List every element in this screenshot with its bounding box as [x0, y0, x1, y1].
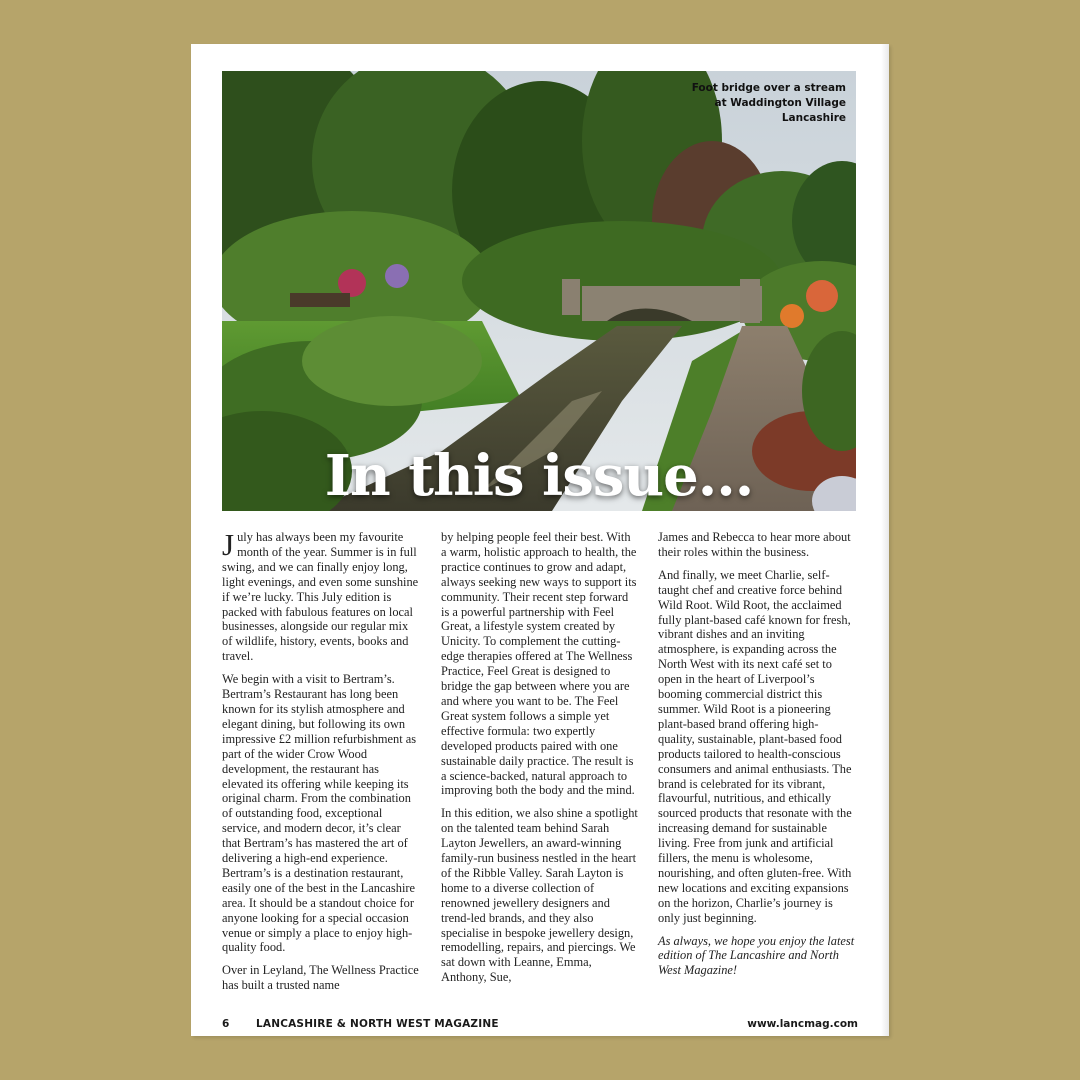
closing-paragraph: As always, we hope you enjoy the latest edition of The Lancashire and North West Magazine!: [658, 933, 855, 978]
paragraph: [222, 527, 419, 664]
website-link[interactable]: www.lancmag.com: [747, 1018, 858, 1030]
text-column-2: [441, 530, 638, 993]
page-title: In this issue...: [324, 443, 754, 509]
feature-photo: [222, 71, 856, 511]
paragraph-text: uly has always been my favourite month of the year. Summer is in full swing, and we can finally enjoy long, light evenings, and even some sunshine if we’re lucky. This July edition is packed with fabulous features on local businesses, alongside our regular mix of wildlife, history, events, books and travel.: [222, 530, 419, 664]
drop-cap: J: [222, 527, 235, 562]
page-edge-shadow: [881, 44, 889, 1036]
caption-line: at Waddington Village: [714, 97, 846, 109]
paragraph: by helping people feel their best. With a warm, holistic approach to health, the practice continues to grow and adapt, always seeking new ways to support its community. Their recent step forward is a powerful partnership with Feel Great, a lifestyle system created by Unicity. To complement the cutting-edge therapies offered at The Wellness Practice, Feel Great is designed to bridge the gap between where you are and where you want to be. The Feel Great system follows a simple yet effective formula: two expertly developed products paired with one sustainable daily practice. The result is a science-backed, natural approach to improving both the body and the mind.: [441, 530, 637, 798]
magazine-name: LANCASHIRE & NORTH WEST MAGAZINE: [256, 1018, 499, 1030]
paragraph: And finally, we meet Charlie, self-taught chef and creative force behind Wild Root. Wild Root, the acclaimed fully plant-based café known for fresh, vibrant dishes and an inviting atmosphere, is expanding across the North West with its next café set to open in the heart of Liverpool’s booming commercial district this summer. Wild Root is a pioneering plant-based brand offering high-quality, sustainable, plant-based food products tailored to health-conscious consumers and animal enthusiasts. The brand is celebrated for its vibrant, flavourful, nutritious, and ethically sourced products that resonate with the increasing demand for sustainable living. Free from junk and artificial fillers, the menu is wholesome, nourishing, and often gluten-free. With new locations and exciting expansions on the horizon, Charlie’s journey is only just beginning.: [658, 567, 852, 925]
text-column-3: [658, 530, 855, 986]
paragraph: Over in Leyland, The Wellness Practice has built a trusted name: [222, 963, 419, 993]
text-column-1: [222, 527, 419, 1001]
photo-caption: [692, 81, 846, 126]
paragraph: James and Rebecca to hear more about their roles within the business.: [658, 530, 851, 559]
page-number: 6: [222, 1018, 230, 1030]
caption-line: Foot bridge over a stream: [691, 82, 846, 94]
paragraph: In this edition, we also shine a spotlight on the talented team behind Sarah Layton Jewellers, an award-winning family-run business nestled in the heart of the Ribble Valley. Sarah Layton is home to a diverse collection of renowned jewellery designers and trend-led brands, and they also specialise in bespoke jewellery design, remodelling, repairs, and piercings. We sat down with Leanne, Emma, Anthony, Sue,: [441, 806, 638, 985]
magazine-page: [191, 44, 889, 1036]
caption-line: Lancashire: [781, 112, 846, 124]
paragraph: We begin with a visit to Bertram’s. Bertram’s Restaurant has long been known for its stylish atmosphere and elegant dining, but following its own impressive £2 million refurbishment as part of the wider Crow Wood development, the restaurant has elevated its offering while keeping its original charm. From the combination of outstanding food, exceptional service, and modern decor, it’s clear that Bertram’s has mastered the art of delivering a high-end experience. Bertram’s is a destination restaurant, easily one of the best in the Lancashire area. It should be a standout choice for anyone looking for a special occasion venue or simply a place to enjoy high-quality food.: [222, 672, 417, 955]
